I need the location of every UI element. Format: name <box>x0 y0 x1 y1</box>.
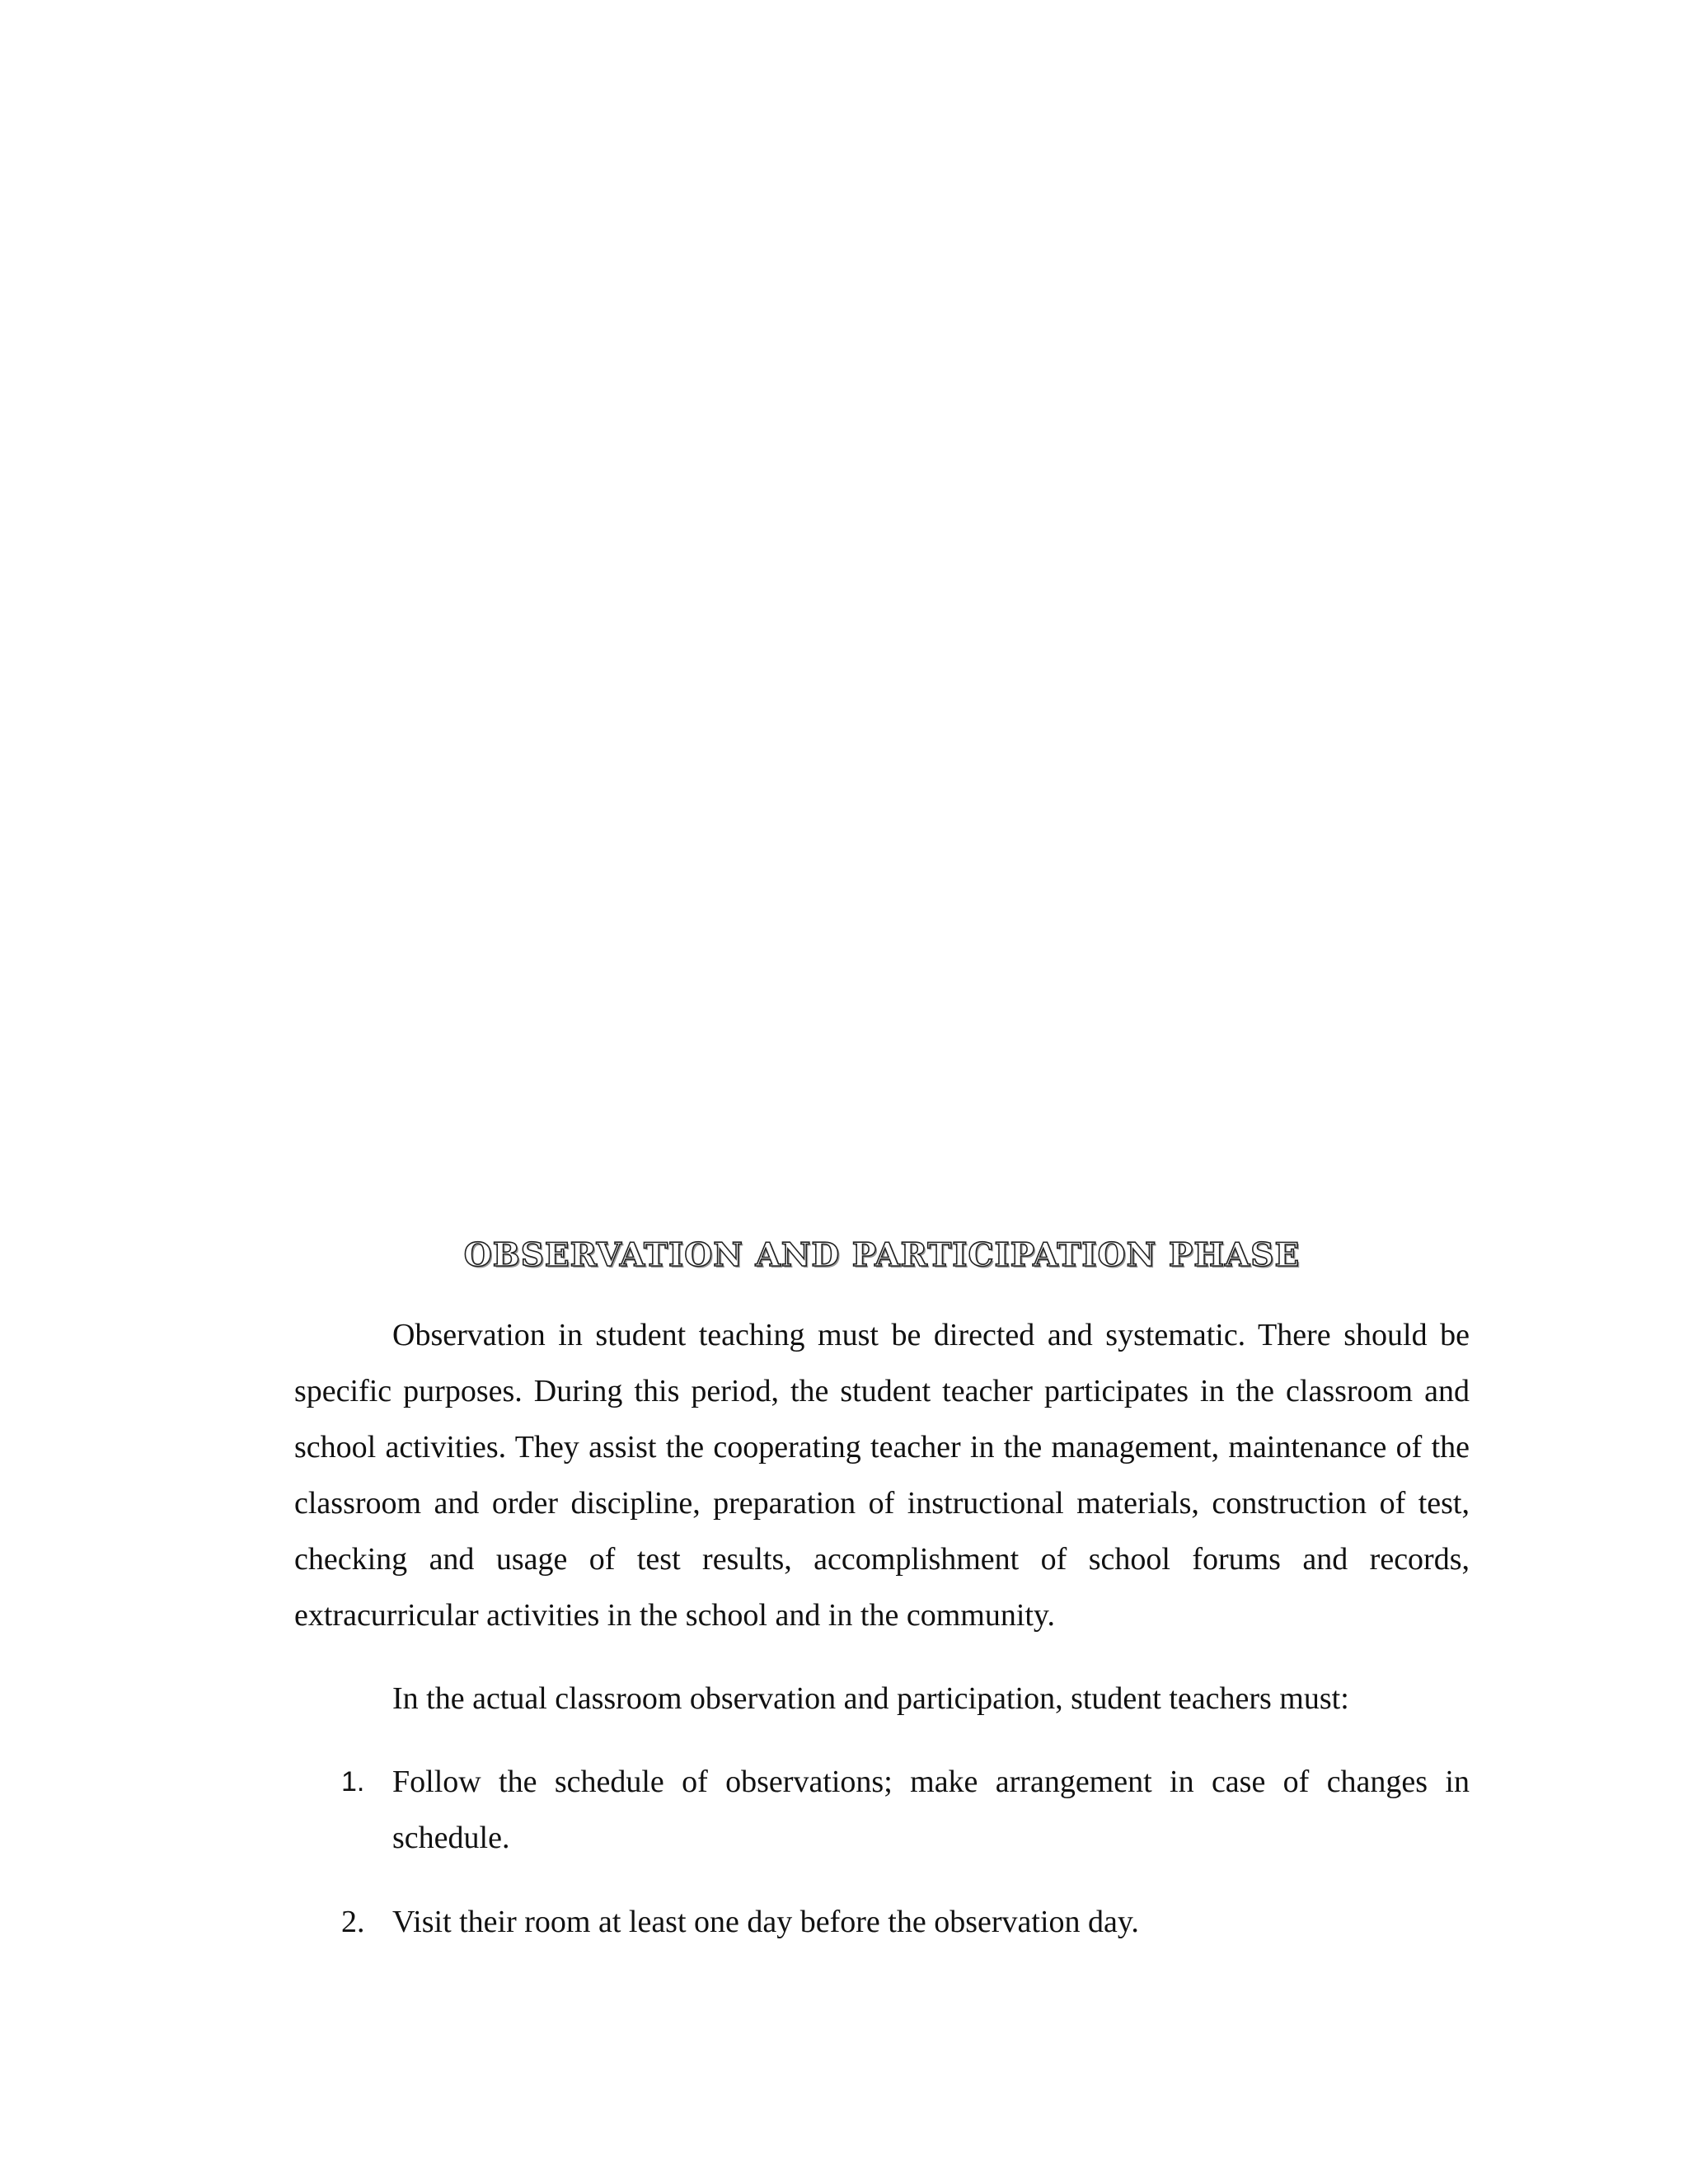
list-item-text: Visit their room at least one day before the observation day. <box>392 1905 1139 1939</box>
intro-paragraph: In the actual classroom observation and participation, student teachers must: <box>392 1681 1349 1716</box>
list-item-number: 2. <box>341 1905 365 1939</box>
list-item <box>294 1754 1470 1866</box>
body-content <box>294 1307 1470 1978</box>
list-item-number: 1. <box>341 1766 365 1797</box>
list-item <box>294 1894 1470 1950</box>
numbered-list <box>294 1754 1470 1950</box>
list-item-text: Follow the schedule of observations; make arrangement in case of changes in schedule. <box>392 1765 1470 1855</box>
page-heading: OBSERVATION AND PARTICIPATION PHASE <box>463 1236 1301 1274</box>
body-paragraph: Observation in student teaching must be directed and systematic. There should be specific purposes. During this period, the student teacher participates in the classroom and school activities. They assist the cooperating teacher in the management, maintenance of the classroom and order discipline, preparation of instructional materials, construction of test, checking and usage of test results, accomplishment of school forums and records, extracurricular activities in the school and in the community. <box>294 1318 1470 1633</box>
